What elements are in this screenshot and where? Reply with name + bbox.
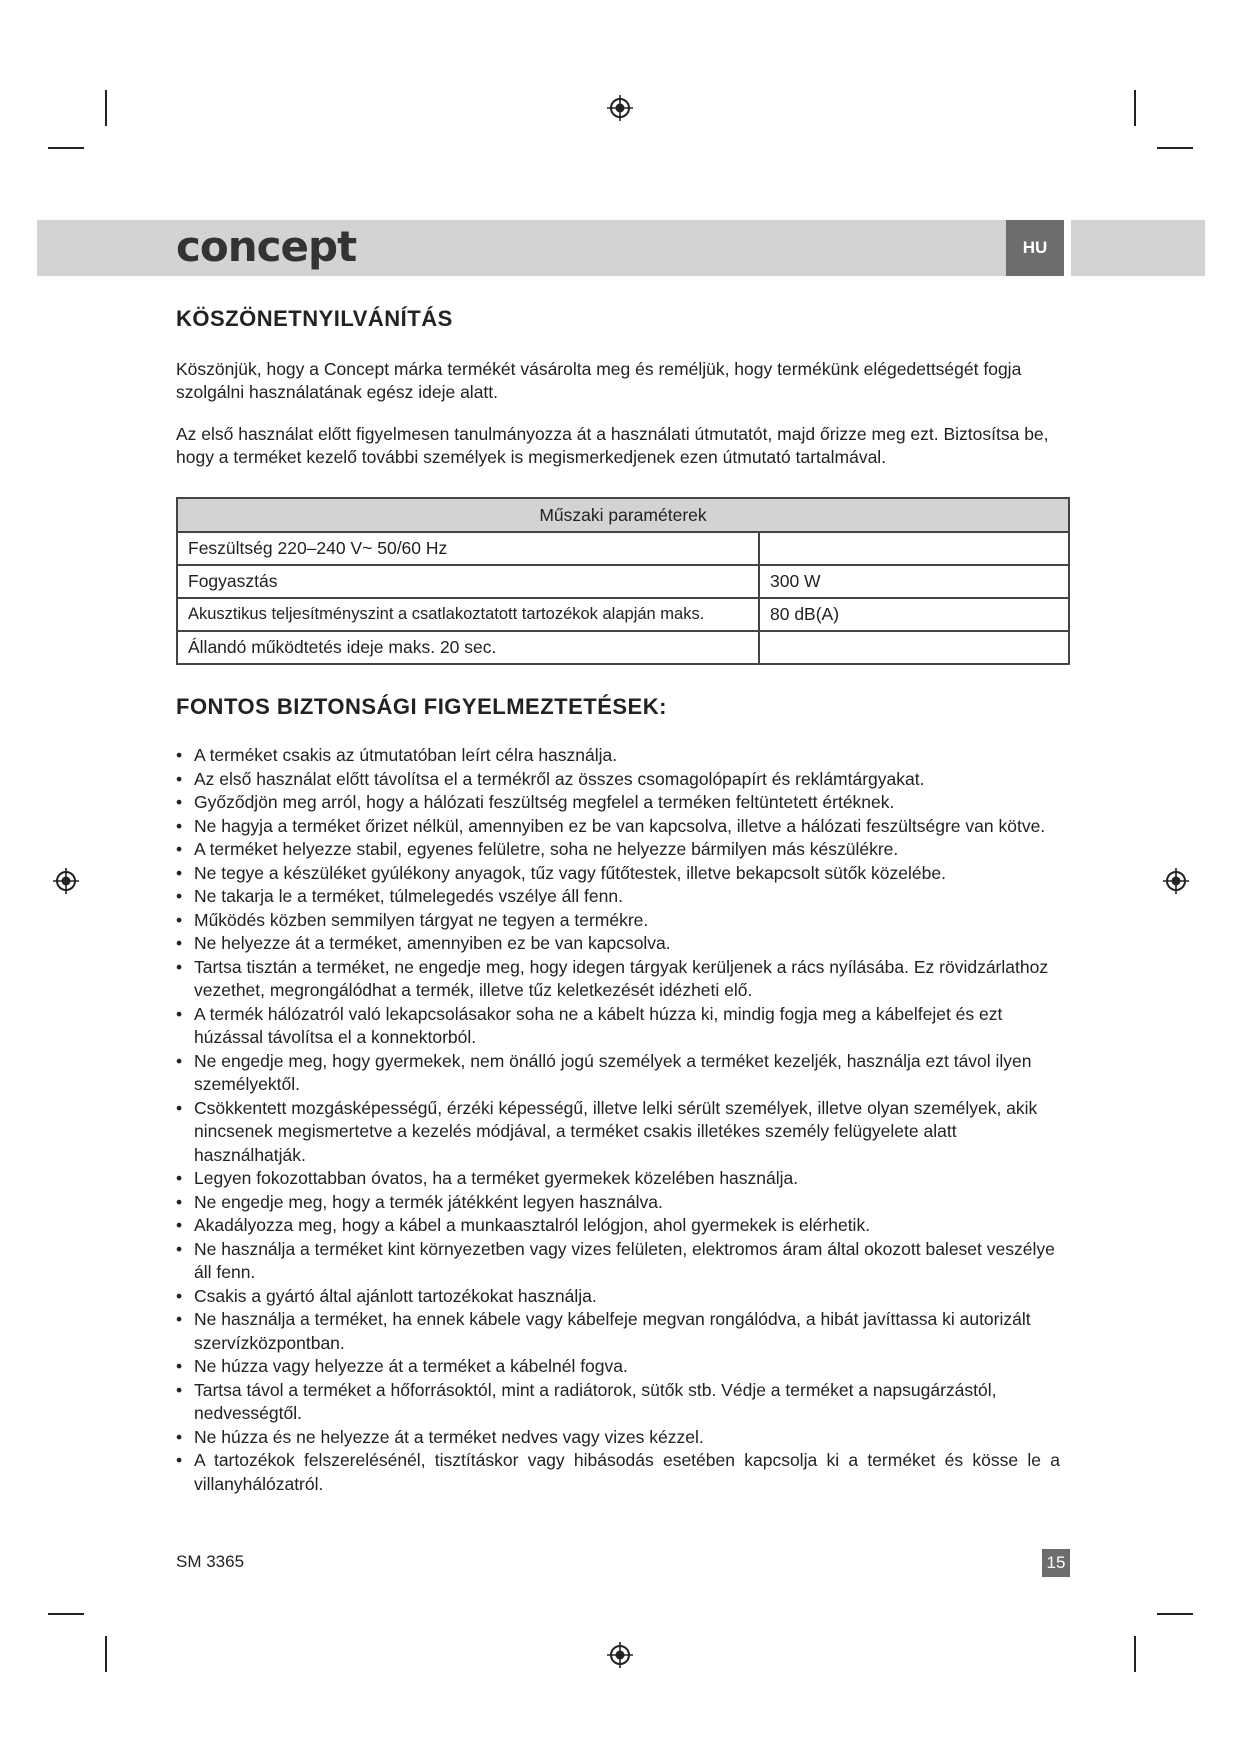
list-item-text: Legyen fokozottabban óvatos, ha a terméket gyermekek közelében használja. xyxy=(194,1168,799,1188)
bullet: • xyxy=(176,1379,183,1400)
bullet: • xyxy=(176,745,183,765)
param-value xyxy=(759,532,1069,565)
bullet: • xyxy=(176,933,183,953)
list-item xyxy=(176,815,1060,839)
table-row xyxy=(177,532,1069,565)
crop-mark xyxy=(48,1613,84,1615)
crop-mark xyxy=(105,1636,107,1672)
bullet: • xyxy=(176,792,183,812)
param-value: 300 W xyxy=(759,565,1069,598)
params-table xyxy=(176,497,1070,665)
bullet: • xyxy=(176,1238,183,1259)
list-item-text: Ne használja a terméket, ha ennek kábele vagy kábelfeje megvan rongálódva, a hibát javíttassa ki autorizált szervízközpontban. xyxy=(194,1309,1031,1353)
list-item-text: Csökkentett mozgásképességű, érzéki képességű, illetve lelki sérült személyek, illetve olyan személyek, akik nincsenek megismertetve a kezelés módjával, a terméket csakis illetékes személy felügyelete alatt használhatják. xyxy=(194,1097,1038,1165)
param-value: 80 dB(A) xyxy=(759,598,1069,631)
bullet: • xyxy=(176,1426,183,1447)
list-item xyxy=(176,1379,1060,1426)
thanks-body xyxy=(176,358,1066,404)
table-row xyxy=(177,631,1069,664)
brand-logo: concept xyxy=(176,222,357,271)
bullet: • xyxy=(176,815,183,836)
list-item-text: Ne húzza vagy helyezze át a terméket a kábelnél fogva. xyxy=(194,1356,628,1376)
params-title: Műszaki paraméterek xyxy=(177,498,1069,532)
list-item-text: Ne engedje meg, hogy a termék játékként legyen használva. xyxy=(194,1191,663,1212)
list-item-text: Az első használat előtt távolítsa el a termékről az összes csomagolópapírt és reklámtárgyakat. xyxy=(194,768,925,789)
language-badge: HU xyxy=(1006,220,1064,276)
safety-section xyxy=(176,694,1066,720)
list-item xyxy=(176,956,1060,1003)
table-row xyxy=(177,598,1069,631)
bullet: • xyxy=(176,1191,183,1212)
thanks-body-2 xyxy=(176,423,1066,469)
list-item xyxy=(176,909,1060,933)
registration-mark-icon xyxy=(52,867,80,895)
list-item-text: A tartozékok felszerelésénél, tisztításkor vagy hibásodás esetében kapcsolja ki a terméket és kösse le a villanyhálózatról. xyxy=(194,1450,1060,1494)
list-item xyxy=(176,838,1060,862)
table-row xyxy=(177,565,1069,598)
list-item xyxy=(176,1238,1060,1285)
param-value xyxy=(759,631,1069,664)
list-item-text: Tartsa távol a terméket a hőforrásoktól, mint a radiátorok, sütők stb. Védje a terméket a napsugárzástól, nedvességtől. xyxy=(194,1379,997,1423)
list-item-text: Ne használja a terméket kint környezetben vagy vizes felületen, elektromos áram által okozott baleset veszélye áll fenn. xyxy=(194,1238,1055,1282)
list-item-text: A terméket helyezze stabil, egyenes felületre, soha ne helyezze bármilyen más készülékre. xyxy=(194,839,899,859)
list-item xyxy=(176,1097,1060,1168)
bullet: • xyxy=(176,1215,183,1235)
list-item-text: Ne takarja le a terméket, túlmelegedés vszélye áll fenn. xyxy=(194,886,623,906)
list-item xyxy=(176,1003,1060,1050)
list-item xyxy=(176,1285,1060,1309)
param-label: Akusztikus teljesítményszint a csatlakoztatott tartozékok alapján maks. xyxy=(177,598,759,631)
list-item-text: A termék hálózatról való lekapcsolásakor soha ne a kábelt húzza ki, mindig fogja meg a kábelfejet és ezt húzással távolítsa el a konnektorból. xyxy=(194,1003,1003,1047)
list-item xyxy=(176,1449,1060,1496)
list-item-text: Ne helyezze át a terméket, amennyiben ez be van kapcsolva. xyxy=(194,933,671,953)
list-item-text: Ne engedje meg, hogy gyermekek, nem önálló jogú személyek a terméket kezeljék, használja ezt távol ilyen személyektől. xyxy=(194,1050,1032,1094)
list-item xyxy=(176,885,1060,909)
bullet: • xyxy=(176,1050,183,1071)
list-item xyxy=(176,744,1060,768)
bullet: • xyxy=(176,1003,183,1024)
list-item xyxy=(176,862,1060,886)
list-item xyxy=(176,1191,1060,1215)
list-item xyxy=(176,1426,1060,1450)
list-item-text: Ne húzza és ne helyezze át a terméket nedves vagy vizes kézzel. xyxy=(194,1426,704,1447)
list-item-text: Csakis a gyártó által ajánlott tartozékokat használja. xyxy=(194,1285,597,1306)
bullet: • xyxy=(176,862,183,883)
bullet: • xyxy=(176,839,183,859)
crop-mark xyxy=(1134,1636,1136,1672)
safety-title: FONTOS BIZTONSÁGI FIGYELMEZTETÉSEK: xyxy=(176,694,667,719)
params-header-row xyxy=(177,498,1069,532)
thanks-paragraph-1: Köszönjük, hogy a Concept márka termékét vásárolta meg és reméljük, hogy termékünk elégedettségét fogja szolgálni használatának egész ideje alatt. xyxy=(176,359,1022,402)
list-item-text: Ne tegye a készüléket gyúlékony anyagok, tűz vagy fűtőtestek, illetve bekapcsolt sütők közelébe. xyxy=(194,862,946,883)
bullet: • xyxy=(176,1168,183,1188)
thanks-section xyxy=(176,306,1066,332)
list-item xyxy=(176,768,1060,792)
param-label: Állandó működtetés ideje maks. 20 sec. xyxy=(177,631,759,664)
crop-mark xyxy=(1157,147,1193,149)
list-item-text: Tartsa tisztán a terméket, ne engedje meg, hogy idegen tárgyak kerüljenek a rács nyílásába. Ez rövidzárlathoz vezethet, megrongálódhat a termék, illetve tűz keletkezését idézheti elő. xyxy=(194,956,1049,1000)
safety-list xyxy=(176,744,1060,1496)
bullet: • xyxy=(176,768,183,789)
bullet: • xyxy=(176,1309,183,1329)
header-divider xyxy=(1064,220,1071,276)
crop-mark xyxy=(105,90,107,126)
list-item xyxy=(176,1167,1060,1191)
crop-mark xyxy=(1134,90,1136,126)
crop-mark xyxy=(48,147,84,149)
thanks-paragraph-2: Az első használat előtt figyelmesen tanulmányozza át a használati útmutatót, majd őrizze meg ezt. Biztosítsa be, hogy a terméket kezelő további személyek is megismerkedjenek ezen útmutató tartalmával. xyxy=(176,424,1049,467)
registration-mark-icon xyxy=(606,94,634,122)
bullet: • xyxy=(176,1450,183,1470)
list-item-text: Győződjön meg arról, hogy a hálózati feszültség megfelel a terméken feltüntetett értéknek. xyxy=(194,792,895,812)
registration-mark-icon xyxy=(606,1641,634,1669)
bullet: • xyxy=(176,1097,183,1118)
param-label: Fogyasztás xyxy=(177,565,759,598)
bullet: • xyxy=(176,886,183,906)
safety-list-wrap xyxy=(176,744,1060,1496)
list-item xyxy=(176,1308,1060,1355)
list-item-text: Akadályozza meg, hogy a kábel a munkaasztalról lelógjon, ahol gyermekek is elérhetik. xyxy=(194,1215,871,1235)
list-item xyxy=(176,1355,1060,1379)
bullet: • xyxy=(176,1356,183,1376)
model-number: SM 3365 xyxy=(176,1552,245,1571)
crop-mark xyxy=(1157,1613,1193,1615)
list-item-text: Működés közben semmilyen tárgyat ne tegyen a termékre. xyxy=(194,909,649,930)
list-item xyxy=(176,791,1060,815)
list-item xyxy=(176,1214,1060,1238)
param-label: Feszültség 220–240 V~ 50/60 Hz xyxy=(177,532,759,565)
list-item-text: Ne hagyja a terméket őrizet nélkül, amennyiben ez be van kapcsolva, illetve a hálózati feszültségre van kötve. xyxy=(194,815,1046,836)
list-item xyxy=(176,932,1060,956)
bullet: • xyxy=(176,909,183,930)
list-item-text: A terméket csakis az útmutatóban leírt célra használja. xyxy=(194,745,618,765)
bullet: • xyxy=(176,956,183,977)
list-item xyxy=(176,1050,1060,1097)
bullet: • xyxy=(176,1285,183,1306)
thanks-title: KÖSZÖNETNYILVÁNÍTÁS xyxy=(176,306,453,331)
registration-mark-icon xyxy=(1162,867,1190,895)
page-number: 15 xyxy=(1042,1549,1070,1577)
